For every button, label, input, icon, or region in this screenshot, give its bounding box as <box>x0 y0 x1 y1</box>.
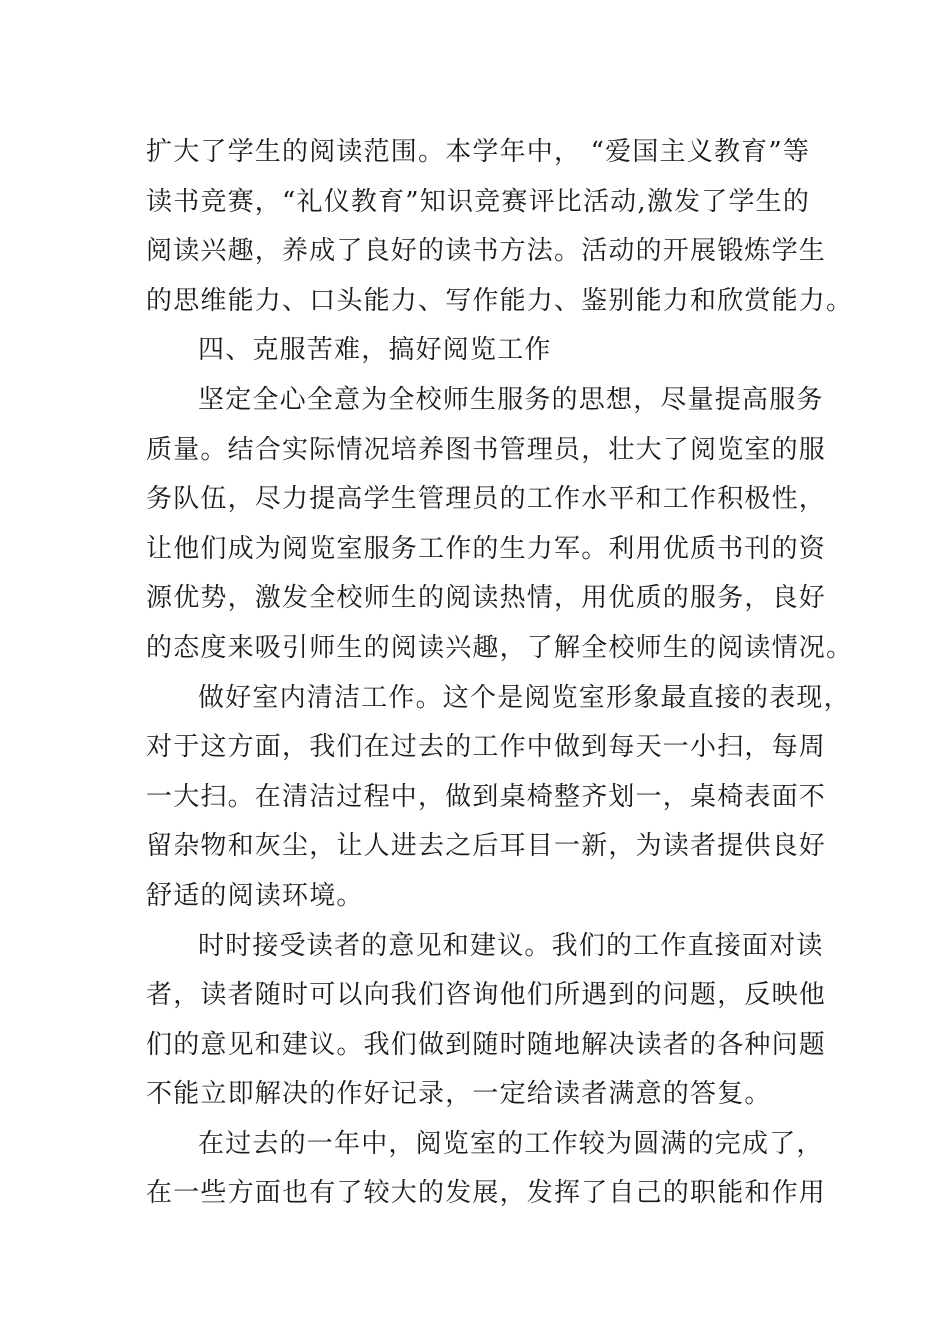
text-line-4: 的思维能力、口头能力、写作能力、鉴别能力和欣赏能力。 <box>146 285 854 316</box>
text-line-7: 质量。结合实际情况培养图书管理员，壮大了阅览室的服 <box>146 434 827 465</box>
text-line-20: 不能立即解决的作好记录，一定给读者满意的答复。 <box>146 1079 772 1110</box>
text-line-17: 时时接受读者的意见和建议。我们的工作直接面对读 <box>198 930 824 961</box>
text-line-14: 一大扫。在清洁过程中，做到桌椅整齐划一，桌椅表面不 <box>146 781 827 812</box>
text-line-18: 者，读者随时可以向我们咨询他们所遇到的问题，反映他 <box>146 980 827 1011</box>
text-line-6: 坚定全心全意为全校师生服务的思想，尽量提高服务 <box>198 384 824 415</box>
section-heading: 四、克服苦难，搞好阅览工作 <box>198 335 552 366</box>
text-line-16: 舒适的阅读环境。 <box>146 880 364 911</box>
text-line-2: 读书竞赛，“礼仪教育”知识竞赛评比活动,激发了学生的 <box>146 186 811 217</box>
text-line-21: 在过去的一年中，阅览室的工作较为圆满的完成了， <box>198 1128 824 1159</box>
text-line-15: 留杂物和灰尘，让人进去之后耳目一新，为读者提供良好 <box>146 831 827 862</box>
text-line-13: 对于这方面，我们在过去的工作中做到每天一小扫，每周 <box>146 732 827 763</box>
text-line-19: 们的意见和建议。我们做到随时随地解决读者的各种问题 <box>146 1029 827 1060</box>
text-line-10: 源优势，激发全校师生的阅读热情，用优质的服务，良好 <box>146 583 827 614</box>
text-line-12: 做好室内清洁工作。这个是阅览室形象最直接的表现， <box>198 682 851 713</box>
text-line-3: 阅读兴趣，养成了良好的读书方法。活动的开展锻炼学生 <box>146 236 827 267</box>
text-line-22: 在一些方面也有了较大的发展，发挥了自己的职能和作用 <box>146 1178 827 1209</box>
text-line-9: 让他们成为阅览室服务工作的生力军。利用优质书刊的资 <box>146 533 827 564</box>
text-line-1: 扩大了学生的阅读范围。本学年中， “爱国主义教育”等 <box>146 137 811 167</box>
text-line-8: 务队伍，尽力提高学生管理员的工作水平和工作积极性， <box>146 484 827 515</box>
text-line-11: 的态度来吸引师生的阅读兴趣，了解全校师生的阅读情况。 <box>146 632 854 663</box>
document-body <box>146 128 854 1219</box>
